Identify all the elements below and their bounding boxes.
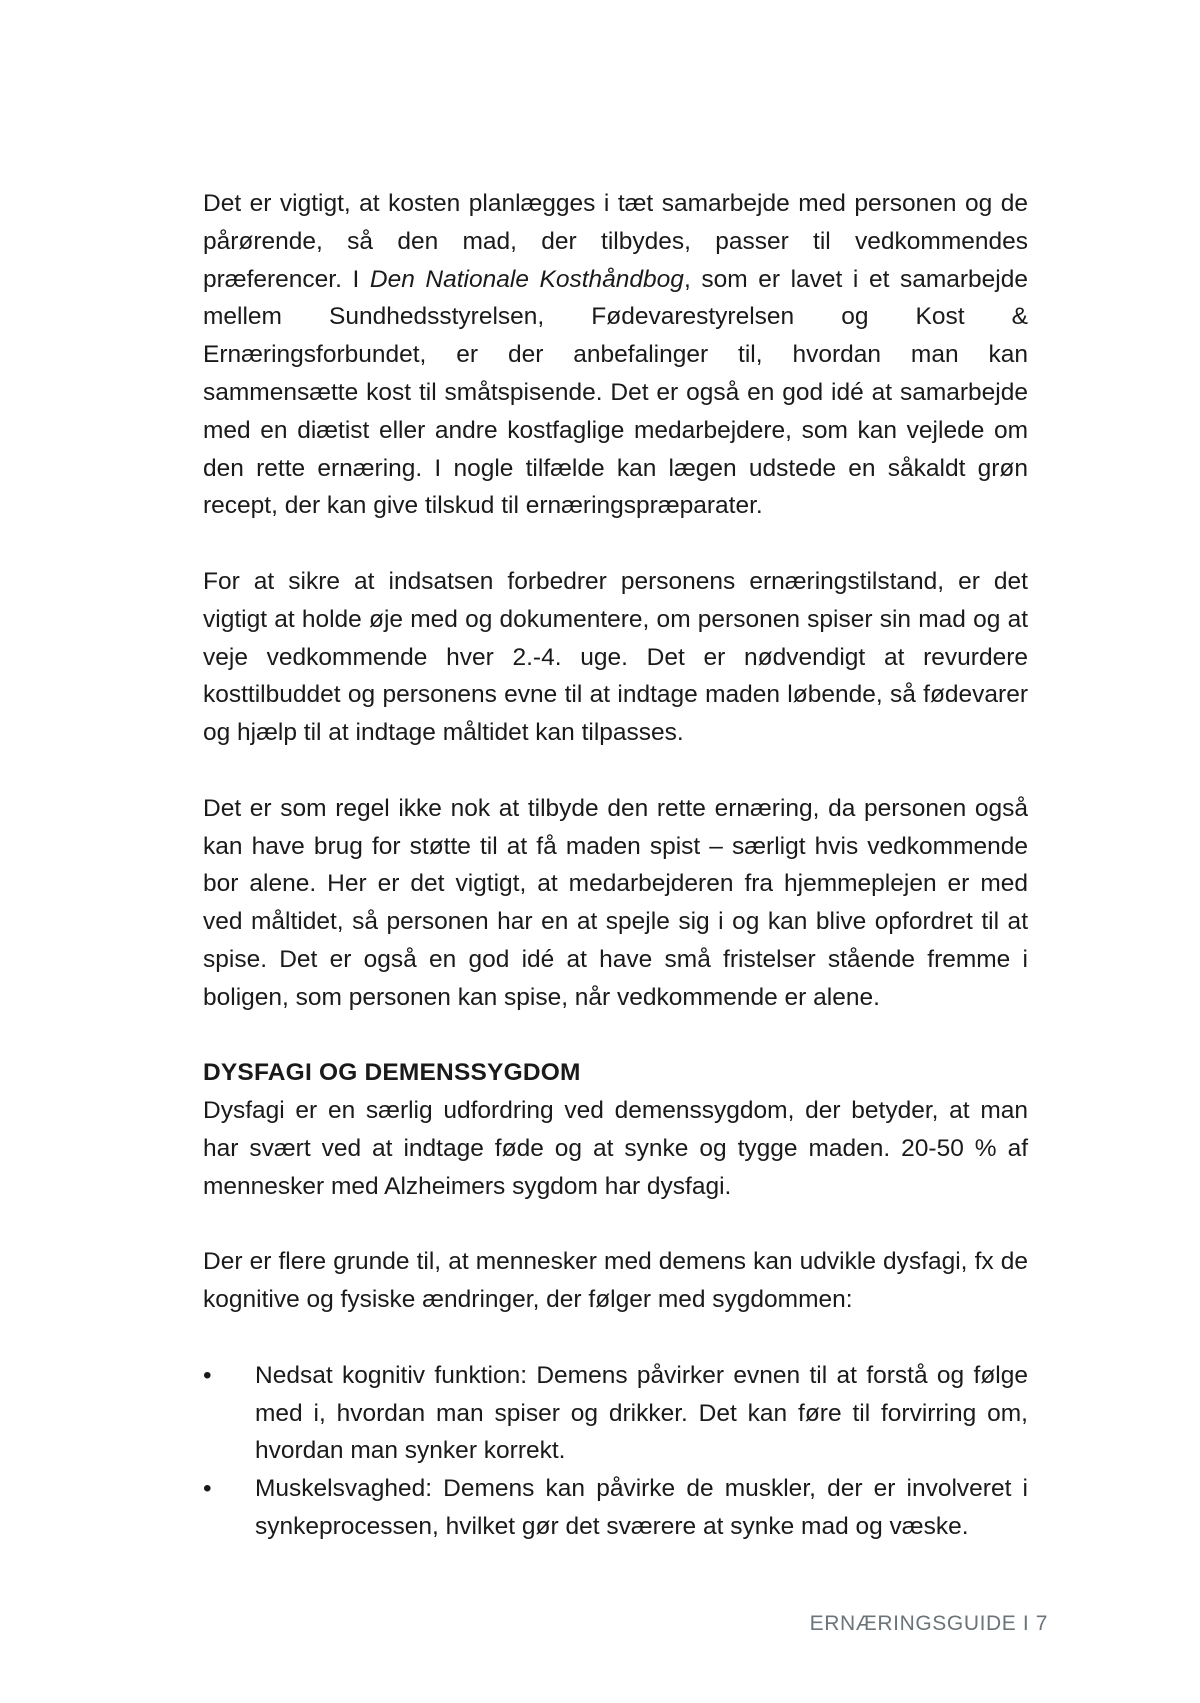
page-footer: ERNÆRINGSGUIDE I 7 — [809, 1612, 1048, 1635]
bullet-marker: • — [203, 1475, 212, 1503]
paragraph-spacer — [203, 525, 1028, 563]
paragraph-stoette: Det er som regel ikke nok at tilbyde den rette ernæring, da personen også kan have brug for støtte til at få maden spist – særligt hvis vedkommende bor alene. Her er det vigtigt, at medarbejderen fra hjemmeplejen er med ved måltidet, så personen har en at spejle sig i og kan blive opfordret til at spise. Det er også en god idé at have små fristelser stående fremme i boligen, som personen kan spise, når vedkommende er alene. — [203, 794, 1028, 1011]
paragraph-spacer — [203, 752, 1028, 790]
paragraph-opfoelgning: For at sikre at indsatsen forbedrer personens ernæringstilstand, er det vigtigt at holde øje med og dokumentere, om personen spiser sin mad og at veje vedkommende hver 2.-4. uge. Det er nødvendigt at revurdere kosttilbuddet og personens evne til at indtage maden løbende, så fødevarer og hjælp til at indtage måltidet kan tilpasses. — [203, 567, 1028, 747]
section-heading: DYSFAGI OG DEMENSSYGDOM — [203, 1059, 581, 1087]
paragraph-spacer — [203, 1319, 1028, 1357]
bullet-list — [203, 1357, 1028, 1546]
paragraph-dysfagi-intro: Dysfagi er en særlig udfordring ved demenssygdom, der betyder, at man har svært ved at indtage føde og at synke og tygge maden. 20-50 % af mennesker med Alzheimers sygdom har dysfagi. — [203, 1097, 1028, 1200]
list-item-text: Muskelsvaghed: Demens kan påvirke de muskler, der er involveret i synkeprocessen, hvilket gør det sværere at synke mad og væske. — [255, 1475, 1028, 1540]
bullet-marker: • — [203, 1361, 212, 1389]
body-text — [203, 185, 1028, 1546]
paragraph-grunde: Der er flere grunde til, at mennesker med demens kan udvikle dysfagi, fx de kognitive og fysiske ændringer, der følger med sygdommen: — [203, 1248, 1028, 1314]
list-item-text: Nedsat kognitiv funktion: Demens påvirker evnen til at forstå og følge med i, hvordan man spiser og drikker. Det kan føre til forvirring om, hvordan man synker korrekt. — [255, 1361, 1028, 1465]
paragraph-spacer — [203, 1206, 1028, 1244]
paragraph-text: Det er vigtigt, at kosten planlægges i tæt samarbejde med personen og de pårørende, så den mad, der tilbydes, passer til vedkommendes præferencer. I — [203, 190, 1028, 293]
paragraph-text: , som er lavet i et samarbejde mellem Sundhedsstyrelsen, Fødevarestyrelsen og Kost & Ernæringsforbundet, er der anbefalinger til, hvordan man kan sammensætte kost til småtspisende. Det er også en god idé at samarbejde med en diætist eller andre kostfaglige medarbejdere, som kan vejlede om den rette ernæring. I nogle tilfælde kan lægen udstede en såkaldt grøn recept, der kan give tilskud til ernæringspræparater. — [203, 265, 1028, 520]
paragraph-spacer — [203, 1017, 1028, 1055]
book-title: Den Nationale Kosthåndbog — [369, 265, 684, 293]
paragraph-kostplanlaegning — [203, 185, 1028, 525]
list-item — [203, 1470, 1028, 1546]
list-item — [203, 1357, 1028, 1470]
